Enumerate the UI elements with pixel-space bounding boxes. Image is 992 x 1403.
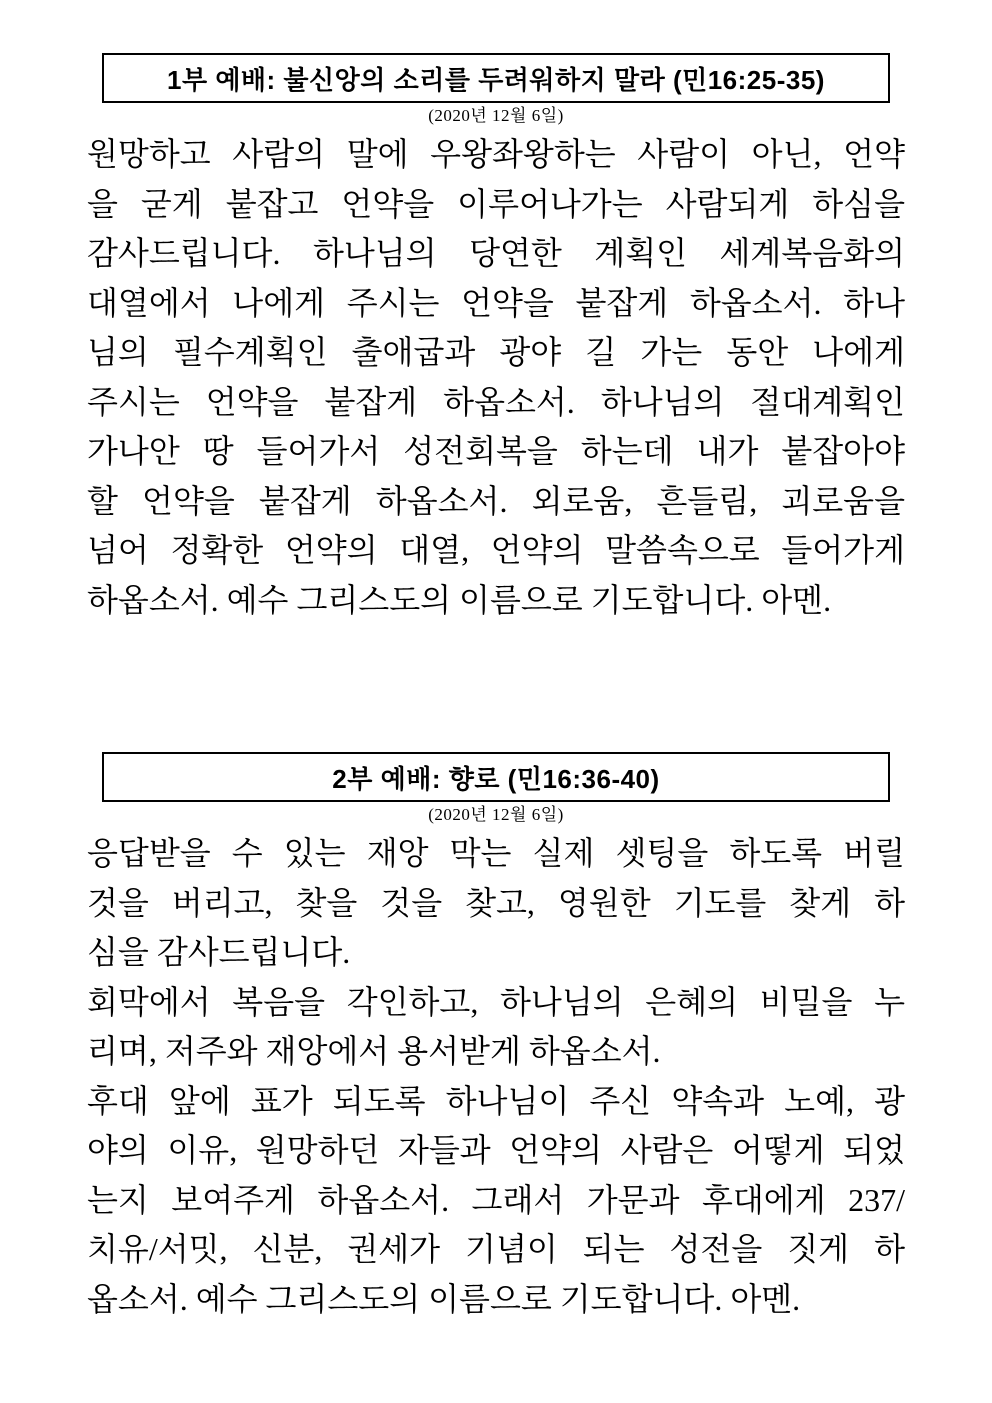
body-line: 응답받을 수 있는 재앙 막는 실제 셋팅을 하도록 버릴 [87,835,905,871]
section-1-date: (2020년 12월 6일) [428,106,564,125]
body-line: 옵소서. 예수 그리스도의 이름으로 기도합니다. 아멘. [87,1280,801,1317]
body-line: 대열에서 나에게 주시는 언약을 붙잡게 하옵소서. 하나 [87,284,905,321]
section-1-title-box [102,53,890,103]
section-1-title: 1부 예배: 불신앙의 소리를 두려워하지 말라 (민16:25-35) [167,64,825,95]
body-line: 치유/서밋, 신분, 권세가 기념이 되는 성전을 짓게 하 [87,1231,905,1267]
body-line: 넘어 정확한 언약의 대열, 언약의 말씀속으로 들어가게 [87,532,905,568]
body-line: 하옵소서. 예수 그리스도의 이름으로 기도합니다. 아멘. [87,581,832,618]
section-2-title-box [102,752,890,802]
section-2-body [87,829,905,1324]
body-line: 을 굳게 붙잡고 언약을 이루어나가는 사람되게 하심을 [87,185,905,222]
body-line: 후대 앞에 표가 되도록 하나님이 주신 약속과 노예, 광 [87,1082,905,1119]
body-line: 는지 보여주게 하옵소서. 그래서 가문과 후대에게 237/ [87,1181,905,1218]
section-2-date: (2020년 12월 6일) [428,805,564,824]
body-line: 님의 필수계획인 출애굽과 광야 길 가는 동안 나에게 [87,334,905,370]
body-line: 할 언약을 붙잡게 하옵소서. 외로움, 흔들림, 괴로움을 [87,482,905,519]
body-line: 가나안 땅 들어가서 성전회복을 하는데 내가 붙잡아야 [87,433,905,469]
body-line: 감사드립니다. 하나님의 당연한 계획인 세계복음화의 [87,235,905,271]
body-line: 것을 버리고, 찾을 것을 찾고, 영원한 기도를 찾게 하 [87,884,905,921]
body-line: 회막에서 복음을 각인하고, 하나님의 은혜의 비밀을 누 [87,983,905,1020]
body-line: 야의 이유, 원망하던 자들과 언약의 사람은 어떻게 되었 [87,1132,905,1168]
body-line: 원망하고 사람의 말에 우왕좌왕하는 사람이 아닌, 언약 [87,136,905,172]
section-1-body [87,130,905,625]
section-service-2 [0,752,992,1324]
body-line: 주시는 언약을 붙잡게 하옵소서. 하나님의 절대계획인 [87,383,905,420]
section-service-1 [0,53,992,625]
section-2-title: 2부 예배: 향로 (민16:36-40) [332,763,660,794]
body-line: 심을 감사드립니다. [87,934,351,970]
body-line: 리며, 저주와 재앙에서 용서받게 하옵소서. [87,1033,661,1069]
